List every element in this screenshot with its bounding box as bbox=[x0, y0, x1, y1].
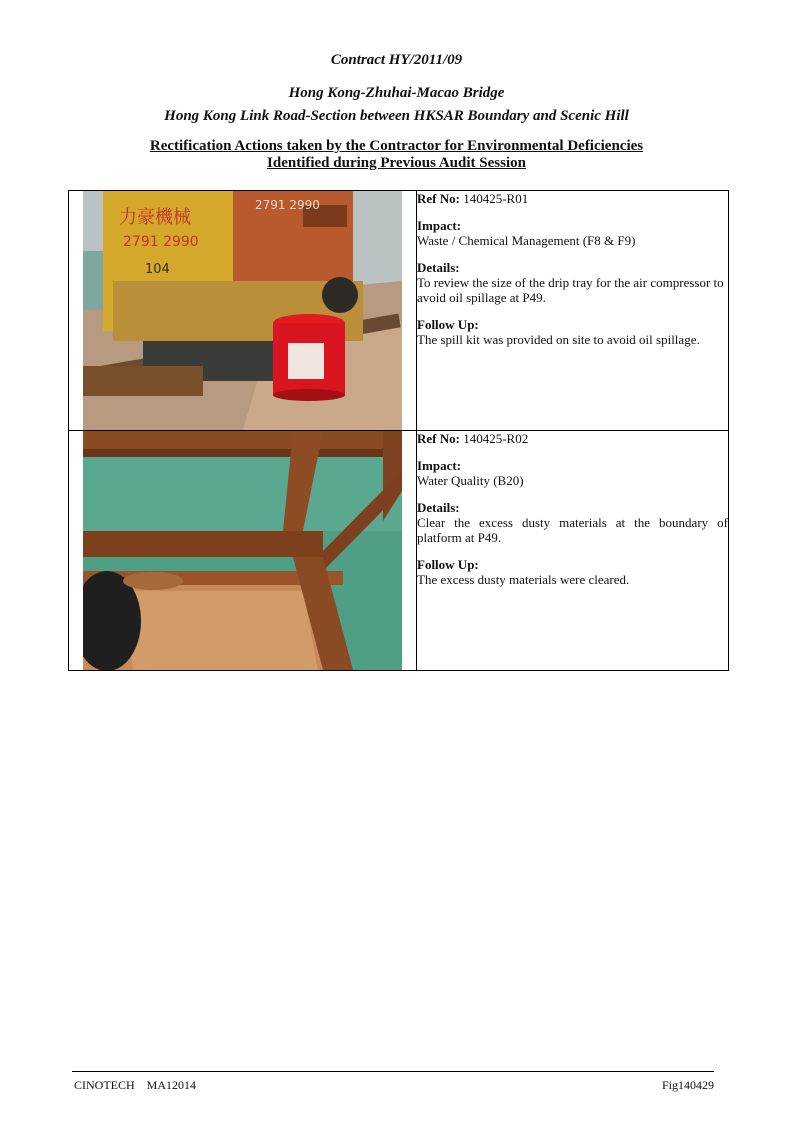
follow-up-block bbox=[417, 557, 728, 587]
photo-cell bbox=[69, 431, 417, 671]
impact-label: Impact: bbox=[417, 218, 462, 233]
impact-label: Impact: bbox=[417, 458, 462, 473]
impact-block bbox=[417, 458, 728, 488]
details-value: To review the size of the drip tray for the air compressor to avoid oil spillage at P49. bbox=[417, 275, 724, 305]
site-photo-platform bbox=[83, 431, 402, 670]
table-row bbox=[69, 431, 729, 671]
details-block bbox=[417, 260, 728, 305]
follow-up-label: Follow Up: bbox=[417, 317, 479, 332]
ref-no-label: Ref No: bbox=[417, 191, 460, 206]
table-row bbox=[69, 191, 729, 431]
follow-up-value: The spill kit was provided on site to avoid oil spillage. bbox=[417, 332, 700, 347]
ref-no-label: Ref No: bbox=[417, 431, 460, 446]
section-title: Hong Kong Link Road-Section between HKSAR Boundary and Scenic Hill bbox=[164, 108, 629, 124]
site-photo-compressor bbox=[83, 191, 402, 430]
contract-title: Contract HY/2011/09 bbox=[330, 52, 463, 68]
photo-cell bbox=[69, 191, 417, 431]
report-subtitle-line1: Rectification Actions taken by the Contractor for Environmental Deficiencies bbox=[149, 138, 644, 154]
details-value: Clear the excess dusty materials at the boundary of platform at P49. bbox=[417, 515, 728, 545]
ref-no-block bbox=[417, 431, 728, 446]
footer-right: Fig140429 bbox=[661, 1078, 714, 1092]
footer-divider bbox=[72, 1071, 714, 1072]
rectification-table bbox=[68, 190, 729, 671]
follow-up-label: Follow Up: bbox=[417, 557, 479, 572]
ref-no-value: 140425-R02 bbox=[463, 431, 529, 446]
details-block bbox=[417, 500, 728, 545]
ref-no-block bbox=[417, 191, 728, 206]
ref-no-value: 140425-R01 bbox=[463, 191, 529, 206]
project-title: Hong Kong-Zhuhai-Macao Bridge bbox=[288, 85, 505, 101]
compressor-phone-text-2: 2791 2990 bbox=[255, 198, 320, 212]
compressor-number-text: 104 bbox=[145, 262, 170, 277]
compressor-company-text: 力豪機械 bbox=[119, 207, 191, 228]
report-subtitle-line2: Identified during Previous Audit Session bbox=[267, 155, 526, 171]
details-label: Details: bbox=[417, 500, 460, 515]
follow-up-value: The excess dusty materials were cleared. bbox=[417, 572, 630, 587]
impact-value: Water Quality (B20) bbox=[417, 473, 524, 488]
impact-value: Waste / Chemical Management (F8 & F9) bbox=[417, 233, 636, 248]
follow-up-block bbox=[417, 317, 728, 347]
details-label: Details: bbox=[417, 260, 460, 275]
record-details-cell bbox=[417, 191, 729, 431]
compressor-phone-text: 2791 2990 bbox=[123, 234, 199, 250]
record-details-cell bbox=[417, 431, 729, 671]
impact-block bbox=[417, 218, 728, 248]
footer-left: CINOTECH MA12014 bbox=[74, 1078, 196, 1092]
